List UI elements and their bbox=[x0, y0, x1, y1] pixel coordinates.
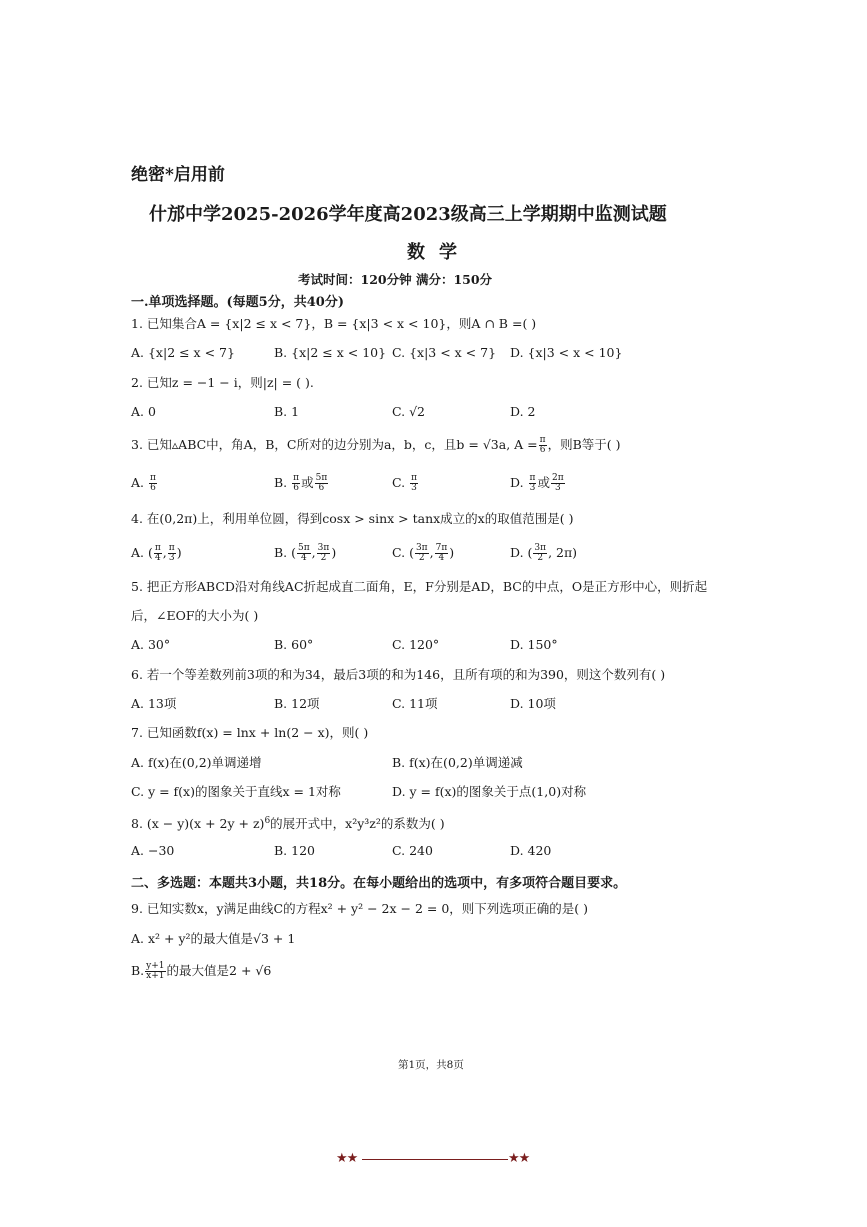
exam-info: 考试时间：120分钟 满分：150分 bbox=[298, 272, 493, 287]
fraction: $\frac{2\pi}{3}$ bbox=[551, 473, 564, 493]
question-text: 3. 已知▵ABC中，角A，B，C所对的边分别为a，b，c，且b = √3a, A = bbox=[131, 437, 538, 452]
option-a: A. ( $\frac{\pi}{4}$ , $\frac{\pi}{3}$ ) bbox=[131, 543, 182, 563]
exponent: 6 bbox=[264, 816, 271, 826]
star-icon: ★★ bbox=[508, 1151, 530, 1166]
fraction: $\frac{7\pi}{4}$ bbox=[435, 543, 448, 563]
question-5-line-1: 5. 把正方形ABCD沿对角线AC折起成直二面角，E，F分别是AD，BC的中点，O是正方形中心，则折起 bbox=[131, 579, 708, 594]
confidential-label: 绝密*启用前 bbox=[131, 165, 225, 185]
option-c: C. ( $\frac{3\pi}{2}$ , $\frac{7\pi}{4}$ ) bbox=[392, 543, 455, 563]
option-b: B. $\frac{\pi}{6}$ 或 $\frac{5\pi}{6}$ bbox=[274, 473, 328, 493]
set-a: A = {x|2 ≤ x < 7}， bbox=[196, 316, 324, 331]
fraction: $\frac{5\pi}{6}$ bbox=[315, 473, 328, 493]
option-b: B. $\frac{y+1}{x+1}$ 的最大值是2 + √6 bbox=[131, 961, 272, 981]
option-c: C. $\frac{\pi}{3}$ bbox=[392, 473, 417, 493]
fraction: $\frac{5\pi}{4}$ bbox=[298, 543, 310, 563]
fraction: $\frac{3\pi}{2}$ bbox=[415, 543, 428, 563]
subject-title: 数学 bbox=[407, 242, 471, 263]
option-b: B. 1 bbox=[274, 404, 300, 419]
question-3 bbox=[131, 436, 620, 455]
fraction: $\frac{3\pi}{2}$ bbox=[534, 543, 547, 563]
option-d: D. 150° bbox=[510, 637, 558, 652]
option-a: A. 13项 bbox=[131, 696, 177, 711]
option-d: D. y = f(x)的图象关于点(1,0)对称 bbox=[392, 784, 587, 799]
option-d: D. {x|3 < x < 10} bbox=[510, 345, 623, 360]
question-4: 4. 在(0,2π)上，利用单位圆，得到cosx > sinx > tanx成立的x的取值范围是( ) bbox=[131, 511, 574, 526]
question-2: 2. 已知z = −1 − i，则|z| = ( ). bbox=[131, 375, 314, 390]
option-c: C. y = f(x)的图象关于直线x = 1对称 bbox=[131, 784, 341, 799]
option-b: B. {x|2 ≤ x < 10} bbox=[274, 345, 387, 360]
option-b: B. ( $\frac{5\pi}{4}$ , $\frac{3\pi}{2}$ ) bbox=[274, 543, 337, 563]
fraction: $\frac{\pi}{6}$ bbox=[150, 473, 156, 493]
question-text: 1. 已知集合 bbox=[131, 316, 197, 331]
option-d: D. 2 bbox=[510, 404, 536, 419]
question-7: 7. 已知函数f(x) = lnx + ln(2 − x)，则( ) bbox=[131, 725, 369, 740]
option-d: D. $\frac{\pi}{3}$ 或 $\frac{2\pi}{3}$ bbox=[510, 473, 564, 493]
question-9: 9. 已知实数x，y满足曲线C的方程x² + y² − 2x − 2 = 0，则下列选项正确的是( ) bbox=[131, 901, 589, 916]
option-d: D. 10项 bbox=[510, 696, 556, 711]
fraction: $\frac{\pi}{6}$ bbox=[539, 435, 546, 455]
fraction: $\frac{\pi}{3}$ bbox=[411, 473, 417, 493]
option-c: C. √2 bbox=[392, 404, 425, 419]
option-d: D. ( $\frac{3\pi}{2}$ , 2π) bbox=[510, 543, 578, 563]
option-c: C. {x|3 < x < 7} bbox=[392, 345, 497, 360]
question-5-line-2: 后，∠EOF的大小为( ) bbox=[131, 608, 259, 623]
star-icon: ★★ bbox=[336, 1151, 358, 1166]
option-b: B. 12项 bbox=[274, 696, 320, 711]
fraction: $\frac{\pi}{3}$ bbox=[168, 543, 175, 563]
option-a: A. 30° bbox=[131, 637, 171, 652]
option-d: D. 420 bbox=[510, 843, 552, 858]
option-b: B. f(x)在(0,2)单调递减 bbox=[392, 755, 523, 770]
option-c: C. 240 bbox=[392, 843, 433, 858]
fraction: $\frac{3\pi}{2}$ bbox=[317, 543, 330, 563]
fraction: $\frac{\pi}{6}$ bbox=[293, 473, 300, 493]
option-c: C. 120° bbox=[392, 637, 440, 652]
fraction: $\frac{y+1}{x+1}$ bbox=[146, 961, 165, 981]
exam-title: 什邡中学2025-2026学年度高2023级高三上学期期中监测试题 bbox=[149, 204, 667, 225]
footer-divider bbox=[362, 1159, 508, 1160]
question-6: 6. 若一个等差数列前3项的和为34，最后3项的和为146，且所有项的和为390，则这个数列有( ) bbox=[131, 667, 666, 682]
option-a: A. −30 bbox=[131, 843, 175, 858]
option-b: B. 120 bbox=[274, 843, 315, 858]
section-title: 二、多选题：本题共3小题，共18分。在每小题给出的选项中，有多项符合题目要求。 bbox=[131, 876, 627, 891]
question-1 bbox=[131, 316, 536, 332]
option-c: C. 11项 bbox=[392, 696, 438, 711]
option-b: B. 60° bbox=[274, 637, 314, 652]
question-text: 则A ∩ B =( ) bbox=[458, 316, 537, 331]
page-number: 第1页，共8页 bbox=[398, 1059, 464, 1071]
fraction: $\frac{\pi}{3}$ bbox=[529, 473, 536, 493]
option-a: A. $\frac{\pi}{6}$ bbox=[131, 473, 156, 493]
section-title: 一.单项选择题。(每题5分，共40分) bbox=[131, 295, 344, 310]
option-a: A. x² + y²的最大值是√3 + 1 bbox=[131, 931, 296, 946]
fraction: $\frac{\pi}{4}$ bbox=[154, 543, 161, 563]
set-b: B = {x|3 < x < 10}， bbox=[323, 316, 459, 331]
option-a: A. f(x)在(0,2)单调递增 bbox=[131, 755, 262, 770]
question-8: 8. $(x - y)(x + 2y + z)^6$的展开式中，x²y³z²的系数为( ) bbox=[131, 816, 445, 832]
question-text: ，则B等于( ) bbox=[547, 437, 621, 452]
option-a: A. {x|2 ≤ x < 7} bbox=[131, 345, 235, 360]
option-a: A. 0 bbox=[131, 404, 156, 419]
